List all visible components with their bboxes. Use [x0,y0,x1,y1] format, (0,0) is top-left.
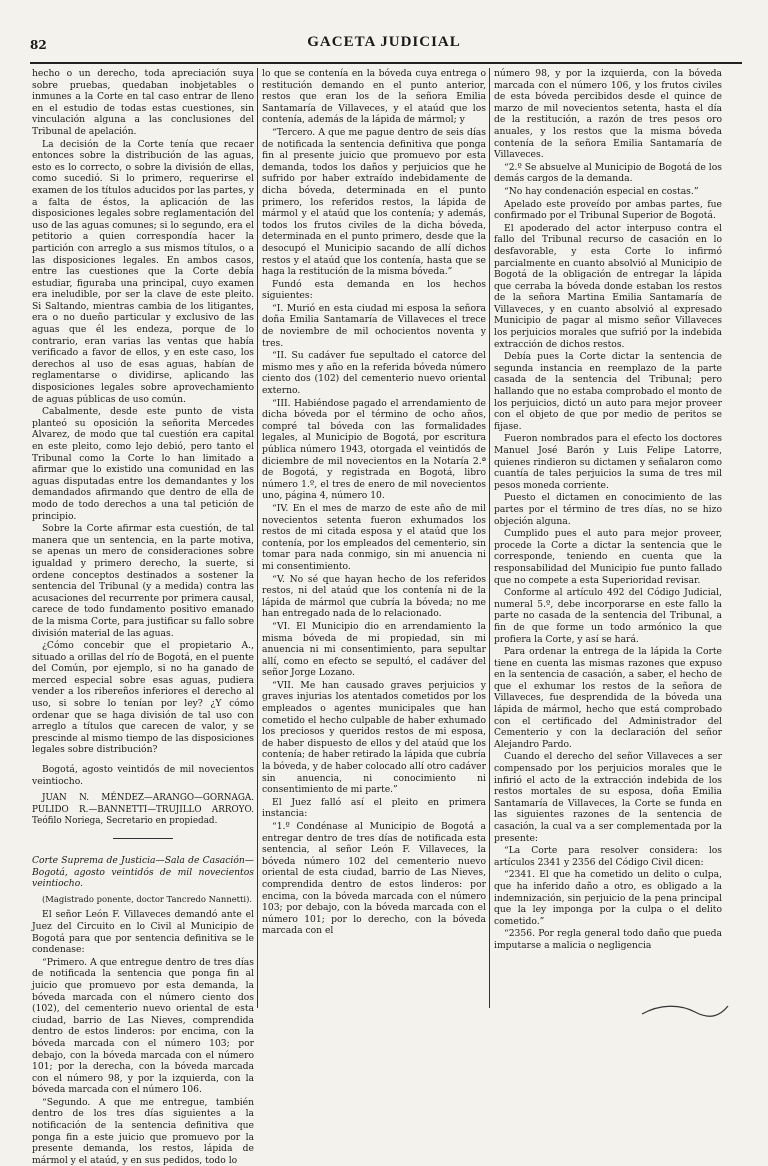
paragraph: La decisión de la Corte tenía que recaer entonces sobre la distribución de las aguas, esto es lo correcto, o sobre la división de ellas, como sucedió. Si lo primero, requerirse el examen de los títulos aducidos por las partes, y a falta de éstos, la aplicación de las disposiciones legales sobre reglamentación del uso de las aguas comunes; si lo segundo, era el petitorio a quien correspondía hacer la partición con arreglo a sus mismos títulos, o a las disposiciones legales. En ambos casos, entre las cuestiones que la Corte debía estudiar, figuraba una principal, cuyo examen era ineludible, por ser la clave de este pleito. Si Saltando, mientras cambia de los litigantes, era o no dueño particular y exclusivo de las aguas que él les endeza, porque de lo contrario, eran varias las ventas que había verificado a favor de ellos, y en este caso, los derechos al uso de esas aguas, habían de reglamentarse o dividirse, aplicando las disposiciones legales sobre aprovechamiento de aguas públicas de uso común. [32,138,254,405]
paragraph: “II. Su cadáver fue sepultado el catorce del mismo mes y año en la referida bóveda número ciento dos (102) del cementerio nuevo oriental externo. [262,350,486,397]
paragraph: ¿Cómo concebir que el propietario A., situado a orillas del río de Bogotá, en el puente del Común, por ejemplo, si no ha ganado de merced especial sobre esas aguas, pudiera vender a los ribereños inferiores el derecho al uso, si sobre lo tenían por ley? ¿Y cómo ordenar que se haga división de tal uso con arreglo a títulos que carecen de valor, y se prescinde al mismo tiempo de las disposiciones legales sobre distribución? [32,640,254,756]
paragraph: Apelado este proveído por ambas partes, fue confirmado por el Tribunal Superior de Bogotá. [494,198,722,222]
paragraph: “No hay condenación especial en costas.” [504,185,699,197]
paragraph: “Tercero. A que me pague dentro de seis días de notificada la sentencia definitiva que ponga fin al presente juicio que promuevo por esta demanda, todos los daños y perjuicios que he sufrido por haber extraído indebidamente de dicha bóveda, determinada en el punto primero, los referidos restos, la lápida de mármol y el ataúd que los contenía; y además, todos los frutos civiles de la dicha bóveda, determinada en el punto primero, desde que la desocupó el Municipio sacando de allí dichos restos y el ataúd que los contenía, hasta que se haga la restitución de la misma bóveda.” [262,126,486,278]
paragraph: El apoderado del actor interpuso contra el fallo del Tribunal recurso de casación en lo desfavorable, y esta Corte lo infirmó parcialmente en cuanto absolvió al Municipio de Bogotá de la obligación de entregar la lápida que cerraba la bóveda donde estaban los restos de la señora Martina Emilia Santamaría de Villaveces, y en cuanto absolvió al expresado Municipio de pagar al mismo señor Villaveces los perjuicios morales que sufrió por la indebida extracción de dichos restos. [494,222,722,350]
paragraph: “1.º Condénase al Municipio de Bogotá a entregar dentro de tres días de notificada esta sentencia, al señor León F. Villaveces, la bóveda número 102 del cementerio nuevo oriental de esta ciudad, barrio de Las Nieves, comprendida dentro de estos linderos: por encima, con la bóveda marcada con el número 103; por debajo, con la bóveda marcada con el número 101; por lo derecho, con la bóveda marcada con el [262,821,486,937]
paragraph: “2341. El que ha cometido un delito o culpa, que ha inferido daño a otro, es obligado a la indemnización, sin perjuicio de la pena principal que la ley imponga por la culpa o el delito cometido.” [494,869,722,927]
paragraph: Fundó esta demanda en los hechos siguientes: [262,278,486,302]
paragraph: hecho o un derecho, toda apreciación suya sobre pruebas, quedaban inobjetables o inmunes a la Corte en tal caso entrar de lleno en el estudio de todas estas cuestiones, sin vinculación alguna a las conclusiones del Tribunal de apelación. [32,68,254,137]
paragraph: Sobre la Corte afirmar esta cuestión, de tal manera que un sentencia, en la parte motiva, se apenas un mero de consideraciones sobre igualdad y primero derecho, la suerte, si ordene conceptos destinados a sostener la sentencia del Tribunal (y a medida) contra las acusaciones del recurrente por primera causal, carece de todo fundamento positivo emanado de la misma Corte, para justificar su fallo sobre división material de las aguas. [32,523,255,639]
paragraph: “I. Murió en esta ciudad mi esposa la señora doña Emilia Santamaría de Villaveces el trece de noviembre de mil ochocientos noventa y tres. [262,302,486,349]
date-line: Bogotá, agosto veintidós de mil novecientos veintiocho. [32,764,254,787]
paragraph: “2.º Se absuelve al Municipio de Bogotá de los demás cargos de la demanda. [494,161,722,185]
paragraph: “La Corte para resolver considera: los artículos 2341 y 2356 del Código Civil dicen: [494,845,722,868]
column-divider [257,68,258,1008]
paragraph: Cabalmente, desde este punto de vista planteó su oposición la señorita Mercedes Alvarez, de modo que tal cuestión era capital en este pleito, como lejo debió, pero tanto el Tribunal como la Corte lo han limitado a afirmar que lo existido una comunidad en las aguas disputadas entre los demandantes y los demandados afirmando que dentro de ella de modo de todo derechos a una tal petición de principio. [32,406,254,522]
column-2 [262,68,486,998]
paragraph: lo que se contenía en la bóveda cuya entrega o restitución demando en el punto anterior, restos que eran los de la señora Emilia Santamaría de Villaveces, y el ataúd que los contenía, además de la lápida de mármol; y [262,68,486,126]
case-heading: Corte Suprema de Justicia—Sala de Casación—Bogotá, agosto veintidós de mil novecientos veintiocho. [32,855,254,890]
paragraph: “Primero. A que entregue dentro de tres días de notificada la sentencia que ponga fin al juicio que promuevo por esta demanda, la bóveda marcada con el número ciento dos (102), del cementerio nuevo oriental de esta ciudad, barrio de Las Nieves, comprendida dentro de estos linderos: por encima, con la bóveda marcada con el número 103; por debajo, con la bóveda marcada con el número 101; por la derecha, con la bóveda marcada con el número 98, y por la izquierda, con la bóveda marcada con el número 106. [32,956,254,1096]
paragraph: “III. Habiéndose pagado el arrendamiento de dicha bóveda por el término de ocho años, compré tal bóveda con las formalidades legales, al Municipio de Bogotá, por escritura pública número 1943, otorgada el veintidós de diciembre de mil novecientos en la Notaría 2.ª de Bogotá, y registrada en Bogotá, libro número 1.º, el tres de enero de mil novecientos uno, página 4, número 10. [262,397,486,502]
paragraph: Fueron nombrados para el efecto los doctores Manuel José Barón y Luis Felipe Latorre, quienes rindieron su dictamen y señalaron como cuantía de tales perjuicios la suma de tres mil pesos moneda corriente. [494,433,722,491]
paragraph: “V. No sé que hayan hecho de los referidos restos, ni del ataúd que los contenía ni de la lápida de mármol que cubría la bóveda; no me han entregado nada de lo relacionado. [262,573,486,620]
paragraph: “2356. Por regla general todo daño que pueda imputarse a malicia o negligencia [494,928,722,951]
ink-mark-icon [640,1000,730,1020]
signatories: JUAN N. MÉNDEZ—ARANGO—GORNAGA. PULIDO R.—BANNETTI—TRUJILLO ARROYO. Teófilo Noriega, Secretario en propiedad. [32,793,254,827]
paragraph: Cuando el derecho del señor Villaveces a ser compensado por los perjuicios morales que le infirió el acto de la extracción indebida de los restos mortales de su esposa, doña Emilia Santamaría de Villaveces, la Corte se funda en las siguientes razones de la sentencia de casación, la cual va a ser complementada por la presente: [494,751,722,844]
paragraph: El Juez falló así el pleito en primera instancia: [262,796,486,820]
paragraph: Puesto el dictamen en conocimiento de las partes por el término de tres días, no se hizo objeción alguna. [494,492,722,527]
column-3 [494,68,722,998]
page-header [30,34,738,56]
paragraph: “VI. El Municipio dio en arrendamiento la misma bóveda de mi propiedad, sin mi anuencia ni mi consentimiento, para sepultar allí, como en efecto se sepultó, el cadáver del señor Jorge Lozano. [262,620,486,679]
column-divider [489,68,490,1008]
paragraph: Cumplido pues el auto para mejor proveer, procede la Corte a dictar la sentencia que le corresponde, teniendo en cuenta que la responsabilidad del Municipio fue punto fallado que no compete a esta Superioridad revisar. [494,528,722,586]
section-divider [113,838,173,839]
paragraph: “VII. Me han causado graves perjuicios y graves injurias los atentados cometidos por los empleados o agentes municipales que han cometido el hecho culpable de haber exhumado los preciosos y queridos restos de mi esposa, de haber dispuesto de ellos y del ataúd que los contenía; de haber retirado la lápida que cubría la bóveda, y de haber colocado allí otro cadáver sin anuencia, ni conocimiento ni consentimiento de mi parte.” [262,679,486,796]
paragraph: “Segundo. A que me entregue, también dentro de los tres días siguientes a la notificación de la sentencia definitiva que ponga fin a este juicio que promuevo por la presente demanda, los restos, lápida de mármol y el ataúd, y en sus pedidos, todo lo [32,1096,254,1166]
paragraph: número 98, y por la izquierda, con la bóveda marcada con el número 106, y los frutos civiles de esta bóveda percibidos desde el quince de marzo de mil novecientos setenta, hasta el día de la restitución, a razón de tres pesos oro anuales, y los restos que la misma bóveda contenía de la señora Emilia Santamaría de Villaveces. [494,68,722,161]
page-number: 82 [30,38,47,52]
paragraph: Debía pues la Corte dictar la sentencia de segunda instancia en reemplazo de la parte casada de la sentencia del Tribunal; pero hallando que no estaba comprobado el monto de los perjuicios, dictó un auto para mejor proveer con el objeto de que por medio de peritos se fijase. [494,351,722,432]
paragraph: Conforme al artículo 492 del Código Judicial, numeral 5.º, debe incorporarse en este fallo la parte no casada de la sentencia del Tribunal, a fin de que forme un todo armónico la que profiera la Corte, y así se hará. [494,587,722,645]
paragraph: “IV. En el mes de marzo de este año de mil novecientos setenta fueron exhumados los restos de mi citada esposa y el ataúd que los contenía, por los empleados del cementerio, sin tomar para nada conmigo, sin mi anuencia ni mi consentimiento. [262,502,486,572]
column-1 [32,68,255,1166]
header-rule [30,62,742,64]
magistrate-line: (Magistrado ponente, doctor Tancredo Nannetti). [42,893,253,904]
paragraph: Para ordenar la entrega de la lápida la Corte tiene en cuenta las mismas razones que expuso en la sentencia de casación, a saber, el hecho de que el exhumar los restos de la señora de Villaveces, fue desprendida de la bóveda una lápida de mármol, hecho que está comprobado con el certificado del Administrador del Cementerio y con la declaración del señor Alejandro Pardo. [494,646,722,750]
masthead-title: GACETA JUDICIAL [307,34,461,50]
paragraph: El señor León F. Villaveces demandó ante el Juez del Circuito en lo Civil al Municipio de Bogotá para que por sentencia definitiva se le condenase: [32,909,254,956]
